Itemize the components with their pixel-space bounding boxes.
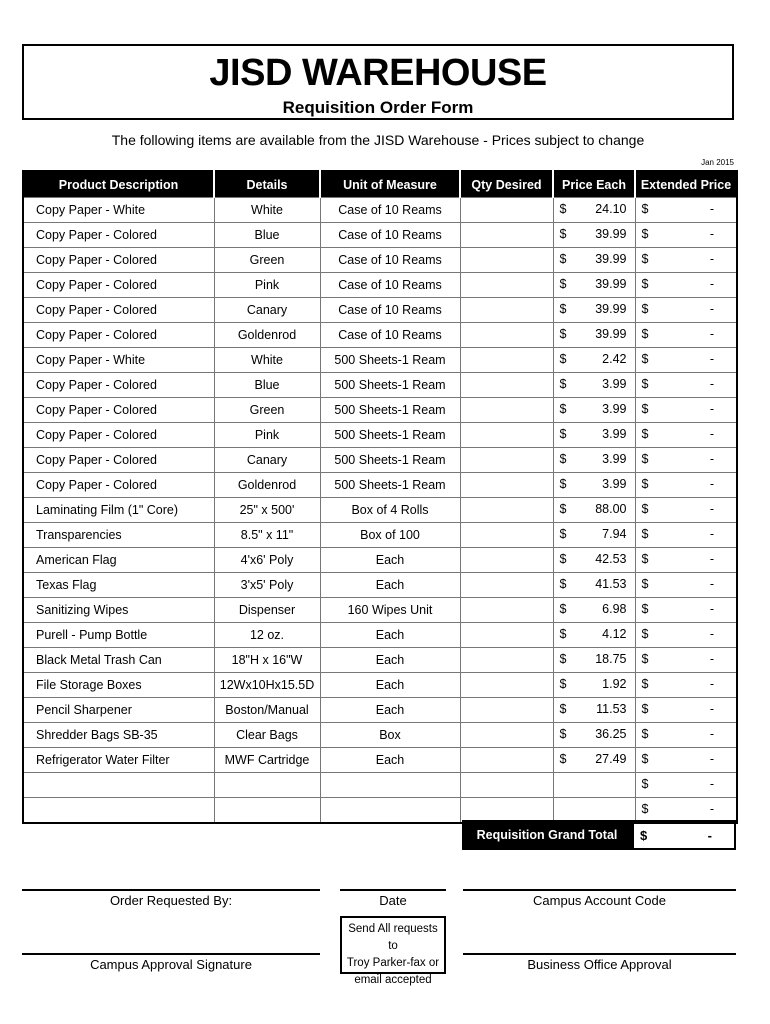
extended-currency: $ <box>641 427 649 441</box>
product-description: Refrigerator Water Filter <box>23 748 214 773</box>
unit-of-measure: 500 Sheets-1 Ream <box>320 423 460 448</box>
product-details: Pink <box>214 273 320 298</box>
price-currency: $ <box>559 327 567 341</box>
extended-currency: $ <box>641 677 649 691</box>
grand-total-label: Requisition Grand Total <box>462 820 632 850</box>
product-details: Blue <box>214 373 320 398</box>
table-row <box>23 373 737 398</box>
qty-desired-input[interactable] <box>460 398 553 423</box>
table-row <box>23 723 737 748</box>
price-currency: $ <box>559 352 567 366</box>
qty-desired-input[interactable] <box>460 498 553 523</box>
product-description: Copy Paper - White <box>23 348 214 373</box>
product-description: Copy Paper - Colored <box>23 473 214 498</box>
price-value: 11.53 <box>596 702 627 716</box>
price-value: 3.99 <box>602 402 627 416</box>
qty-desired-input[interactable] <box>460 198 553 223</box>
intro-text: The following items are available from the JISD Warehouse - Prices subject to change <box>111 132 645 148</box>
extended-currency: $ <box>641 802 649 816</box>
product-details: Goldenrod <box>214 473 320 498</box>
extended-value: - <box>709 677 714 691</box>
unit-of-measure: 500 Sheets-1 Ream <box>320 348 460 373</box>
extended-currency: $ <box>641 227 649 241</box>
extended-price <box>635 298 737 323</box>
product-details: 25" x 500' <box>214 498 320 523</box>
grand-total-amount: - <box>707 828 712 843</box>
product-description: Laminating Film (1" Core) <box>23 498 214 523</box>
product-details: Goldenrod <box>214 323 320 348</box>
table-row <box>23 398 737 423</box>
extended-price <box>635 373 737 398</box>
business-office-label: Business Office Approval <box>527 957 672 972</box>
extended-value: - <box>709 202 714 216</box>
product-details: Blue <box>214 223 320 248</box>
price-currency: $ <box>559 402 567 416</box>
qty-desired-input[interactable] <box>460 648 553 673</box>
extended-currency: $ <box>641 777 649 791</box>
extended-currency: $ <box>641 552 649 566</box>
extended-price <box>635 673 737 698</box>
unit-of-measure: Case of 10 Reams <box>320 298 460 323</box>
qty-desired-input[interactable] <box>460 348 553 373</box>
extended-price <box>635 548 737 573</box>
table-row <box>23 273 737 298</box>
price-currency: $ <box>559 627 567 641</box>
table-row <box>23 598 737 623</box>
extended-currency: $ <box>641 602 649 616</box>
price-currency: $ <box>559 202 567 216</box>
product-description: Copy Paper - Colored <box>23 398 214 423</box>
extended-value: - <box>709 327 714 341</box>
price-currency: $ <box>559 602 567 616</box>
table-row <box>23 748 737 773</box>
table-row <box>23 698 737 723</box>
extended-currency: $ <box>641 302 649 316</box>
product-details: MWF Cartridge <box>214 748 320 773</box>
unit-of-measure: Box of 4 Rolls <box>320 498 460 523</box>
unit-of-measure: Each <box>320 698 460 723</box>
unit-of-measure: Each <box>320 573 460 598</box>
date-note: Jan 2015 <box>701 158 734 167</box>
extended-price <box>635 598 737 623</box>
extended-currency: $ <box>641 527 649 541</box>
extended-value: - <box>709 727 714 741</box>
price-currency: $ <box>559 477 567 491</box>
business-office-line[interactable] <box>463 953 736 955</box>
extended-value: - <box>709 377 714 391</box>
qty-desired-input[interactable] <box>460 373 553 398</box>
price-each <box>553 223 635 248</box>
extended-price <box>635 573 737 598</box>
table-row <box>23 573 737 598</box>
table-row <box>23 223 737 248</box>
price-each <box>553 273 635 298</box>
product-details <box>214 773 320 798</box>
table-row <box>23 523 737 548</box>
price-value: 3.99 <box>602 427 627 441</box>
extended-price <box>635 273 737 298</box>
price-currency: $ <box>559 252 567 266</box>
price-value: 3.99 <box>602 452 627 466</box>
price-each <box>553 298 635 323</box>
product-description: Black Metal Trash Can <box>23 648 214 673</box>
extended-price <box>635 698 737 723</box>
table-row <box>23 423 737 448</box>
extended-value: - <box>709 277 714 291</box>
product-description: Copy Paper - Colored <box>23 223 214 248</box>
form-title: JISD WAREHOUSE <box>209 52 547 94</box>
price-value: 24.10 <box>595 202 627 216</box>
qty-desired-input[interactable] <box>460 473 553 498</box>
extended-currency: $ <box>641 352 649 366</box>
extended-value: - <box>709 752 714 766</box>
extended-value: - <box>709 527 714 541</box>
product-details: Canary <box>214 298 320 323</box>
table-row <box>23 348 737 373</box>
price-value: 39.99 <box>595 327 627 341</box>
price-currency: $ <box>559 452 567 466</box>
extended-price <box>635 648 737 673</box>
extended-currency: $ <box>641 477 649 491</box>
product-details: Green <box>214 248 320 273</box>
table-row <box>23 323 737 348</box>
qty-desired-input[interactable] <box>460 298 553 323</box>
extended-value: - <box>709 702 714 716</box>
qty-desired-input[interactable] <box>460 223 553 248</box>
price-each <box>553 498 635 523</box>
price-value: 27.49 <box>595 752 627 766</box>
price-each <box>553 398 635 423</box>
price-currency: $ <box>559 577 567 591</box>
extended-value: - <box>709 577 714 591</box>
extended-price <box>635 398 737 423</box>
extended-currency: $ <box>641 652 649 666</box>
unit-of-measure: Case of 10 Reams <box>320 198 460 223</box>
price-value: 39.99 <box>595 227 627 241</box>
extended-currency: $ <box>641 702 649 716</box>
price-value: 7.94 <box>602 527 627 541</box>
unit-of-measure: Case of 10 Reams <box>320 273 460 298</box>
table-row <box>23 648 737 673</box>
grand-total-value <box>632 820 736 850</box>
product-details: Clear Bags <box>214 723 320 748</box>
price-currency: $ <box>559 727 567 741</box>
price-value: 3.99 <box>602 377 627 391</box>
price-each <box>553 548 635 573</box>
extended-currency: $ <box>641 502 649 516</box>
extended-price <box>635 498 737 523</box>
price-value: 1.92 <box>602 677 627 691</box>
product-description: Copy Paper - Colored <box>23 323 214 348</box>
extended-value: - <box>709 652 714 666</box>
product-details: Boston/Manual <box>214 698 320 723</box>
extended-value: - <box>709 777 714 791</box>
product-description: Transparencies <box>23 523 214 548</box>
extended-value: - <box>709 452 714 466</box>
extended-price <box>635 348 737 373</box>
price-each <box>553 598 635 623</box>
extended-price <box>635 723 737 748</box>
col-product-description: Product Description <box>23 171 214 198</box>
product-description: Copy Paper - Colored <box>23 298 214 323</box>
product-details: 12 oz. <box>214 623 320 648</box>
extended-currency: $ <box>641 627 649 641</box>
send-requests-note <box>340 916 446 986</box>
extended-value: - <box>709 627 714 641</box>
price-currency: $ <box>559 552 567 566</box>
table-row <box>23 498 737 523</box>
unit-of-measure: Box of 100 <box>320 523 460 548</box>
product-description: Shredder Bags SB-35 <box>23 723 214 748</box>
extended-currency: $ <box>641 402 649 416</box>
product-description: Texas Flag <box>23 573 214 598</box>
product-details: Green <box>214 398 320 423</box>
extended-currency: $ <box>641 452 649 466</box>
product-details <box>214 798 320 824</box>
unit-of-measure: 500 Sheets-1 Ream <box>320 373 460 398</box>
unit-of-measure: 500 Sheets-1 Ream <box>320 448 460 473</box>
date-line[interactable] <box>340 889 446 891</box>
product-details: 4'x6' Poly <box>214 548 320 573</box>
table-header-row <box>23 171 737 198</box>
extended-currency: $ <box>641 252 649 266</box>
price-each <box>553 648 635 673</box>
price-each <box>553 773 635 798</box>
form-subtitle: Requisition Order Form <box>282 98 474 117</box>
grand-total-currency: $ <box>640 828 648 843</box>
price-value: 4.12 <box>602 627 627 641</box>
price-currency: $ <box>559 527 567 541</box>
unit-of-measure: Each <box>320 623 460 648</box>
product-description <box>23 798 214 824</box>
extended-price <box>635 748 737 773</box>
qty-desired-input[interactable] <box>460 598 553 623</box>
price-currency: $ <box>559 377 567 391</box>
unit-of-measure: 160 Wipes Unit <box>320 598 460 623</box>
product-description: Copy Paper - Colored <box>23 448 214 473</box>
price-each <box>553 523 635 548</box>
order-requested-label: Order Requested By: <box>109 893 233 908</box>
campus-approval-label: Campus Approval Signature <box>90 957 252 972</box>
product-description: Purell - Pump Bottle <box>23 623 214 648</box>
order-requested-line[interactable] <box>22 889 320 891</box>
extended-currency: $ <box>641 277 649 291</box>
price-currency: $ <box>559 227 567 241</box>
extended-price <box>635 623 737 648</box>
date-label: Date <box>379 893 407 908</box>
price-each <box>553 748 635 773</box>
product-details: 8.5" x 11" <box>214 523 320 548</box>
price-currency: $ <box>559 752 567 766</box>
price-value: 3.99 <box>602 477 627 491</box>
unit-of-measure: Each <box>320 548 460 573</box>
extended-value: - <box>709 352 714 366</box>
unit-of-measure: Each <box>320 748 460 773</box>
product-description: Pencil Sharpener <box>23 698 214 723</box>
product-description: Copy Paper - Colored <box>23 273 214 298</box>
extended-price <box>635 473 737 498</box>
price-each <box>553 698 635 723</box>
product-description: File Storage Boxes <box>23 673 214 698</box>
qty-desired-input[interactable] <box>460 323 553 348</box>
product-description: American Flag <box>23 548 214 573</box>
price-currency: $ <box>559 427 567 441</box>
price-each <box>553 373 635 398</box>
col-price-each: Price Each <box>553 171 635 198</box>
price-each <box>553 473 635 498</box>
unit-of-measure: Case of 10 Reams <box>320 248 460 273</box>
price-currency: $ <box>559 702 567 716</box>
price-currency: $ <box>559 677 567 691</box>
qty-desired-input[interactable] <box>460 623 553 648</box>
unit-of-measure: Case of 10 Reams <box>320 223 460 248</box>
price-value: 39.99 <box>595 252 627 266</box>
qty-desired-input[interactable] <box>460 448 553 473</box>
unit-of-measure: Box <box>320 723 460 748</box>
extended-currency: $ <box>641 577 649 591</box>
qty-desired-input[interactable] <box>460 248 553 273</box>
price-each <box>553 573 635 598</box>
price-each <box>553 323 635 348</box>
product-details: 3'x5' Poly <box>214 573 320 598</box>
table-row <box>23 198 737 223</box>
extended-value: - <box>709 427 714 441</box>
price-each <box>553 198 635 223</box>
price-currency: $ <box>559 502 567 516</box>
price-currency: $ <box>559 652 567 666</box>
campus-approval-line[interactable] <box>22 953 320 955</box>
col-details: Details <box>214 171 320 198</box>
price-each <box>553 623 635 648</box>
qty-desired-input[interactable] <box>460 548 553 573</box>
price-currency: $ <box>559 302 567 316</box>
col-qty-desired: Qty Desired <box>460 171 553 198</box>
table-row <box>23 773 737 798</box>
col-unit-of-measure: Unit of Measure <box>320 171 460 198</box>
price-value: 6.98 <box>602 602 627 616</box>
price-each <box>553 248 635 273</box>
qty-desired-input[interactable] <box>460 673 553 698</box>
price-value: 41.53 <box>595 577 627 591</box>
product-details: White <box>214 198 320 223</box>
form-title-box <box>22 44 734 120</box>
extended-value: - <box>709 602 714 616</box>
product-description: Copy Paper - Colored <box>23 423 214 448</box>
product-description: Copy Paper - Colored <box>23 248 214 273</box>
campus-account-code-label: Campus Account Code <box>533 893 666 908</box>
extended-price <box>635 223 737 248</box>
qty-desired-input[interactable] <box>460 698 553 723</box>
extended-value: - <box>709 227 714 241</box>
extended-price <box>635 448 737 473</box>
product-details: 18"H x 16"W <box>214 648 320 673</box>
table-row <box>23 298 737 323</box>
extended-price <box>635 423 737 448</box>
table-row <box>23 448 737 473</box>
price-value: 42.53 <box>595 552 627 566</box>
unit-of-measure <box>320 773 460 798</box>
extended-value: - <box>709 802 714 816</box>
table-row <box>23 473 737 498</box>
col-extended-price: Extended Price <box>635 171 737 198</box>
price-value: 18.75 <box>595 652 627 666</box>
product-details: White <box>214 348 320 373</box>
note-line: Troy Parker-fax or <box>346 957 440 969</box>
price-value: 39.99 <box>595 302 627 316</box>
product-details: Pink <box>214 423 320 448</box>
price-value: 2.42 <box>602 352 627 366</box>
qty-desired-input[interactable] <box>460 423 553 448</box>
price-each <box>553 348 635 373</box>
unit-of-measure: 500 Sheets-1 Ream <box>320 473 460 498</box>
price-each <box>553 723 635 748</box>
extended-currency: $ <box>641 377 649 391</box>
product-description: Copy Paper - Colored <box>23 373 214 398</box>
unit-of-measure: 500 Sheets-1 Ream <box>320 398 460 423</box>
extended-price <box>635 198 737 223</box>
price-value: 36.25 <box>595 727 627 741</box>
product-details: 12Wx10Hx15.5D <box>214 673 320 698</box>
extended-price <box>635 523 737 548</box>
table-row <box>23 248 737 273</box>
qty-desired-input[interactable] <box>460 723 553 748</box>
items-table <box>22 170 738 824</box>
unit-of-measure: Case of 10 Reams <box>320 323 460 348</box>
product-details: Dispenser <box>214 598 320 623</box>
unit-of-measure: Each <box>320 648 460 673</box>
qty-desired-input[interactable] <box>460 748 553 773</box>
extended-value: - <box>709 552 714 566</box>
unit-of-measure <box>320 798 460 824</box>
product-details: Canary <box>214 448 320 473</box>
extended-currency: $ <box>641 202 649 216</box>
extended-currency: $ <box>641 327 649 341</box>
product-description <box>23 773 214 798</box>
note-line: Send All requests to <box>348 923 438 952</box>
table-row <box>23 623 737 648</box>
unit-of-measure: Each <box>320 673 460 698</box>
qty-desired-input[interactable] <box>460 273 553 298</box>
product-description: Copy Paper - White <box>23 198 214 223</box>
qty-desired-input[interactable] <box>460 773 553 798</box>
qty-desired-input[interactable] <box>460 523 553 548</box>
extended-value: - <box>709 402 714 416</box>
table-row <box>23 548 737 573</box>
extended-currency: $ <box>641 752 649 766</box>
extended-value: - <box>709 477 714 491</box>
extended-price <box>635 773 737 798</box>
extended-value: - <box>709 502 714 516</box>
qty-desired-input[interactable] <box>460 573 553 598</box>
price-each <box>553 423 635 448</box>
extended-price <box>635 323 737 348</box>
price-currency: $ <box>559 277 567 291</box>
extended-value: - <box>709 302 714 316</box>
product-description: Sanitizing Wipes <box>23 598 214 623</box>
campus-account-code-line[interactable] <box>463 889 736 891</box>
extended-price <box>635 248 737 273</box>
table-row <box>23 673 737 698</box>
price-value: 88.00 <box>595 502 627 516</box>
extended-currency: $ <box>641 727 649 741</box>
price-each <box>553 673 635 698</box>
price-value: 39.99 <box>595 277 627 291</box>
price-each <box>553 448 635 473</box>
extended-value: - <box>709 252 714 266</box>
note-line: email accepted <box>354 974 432 986</box>
